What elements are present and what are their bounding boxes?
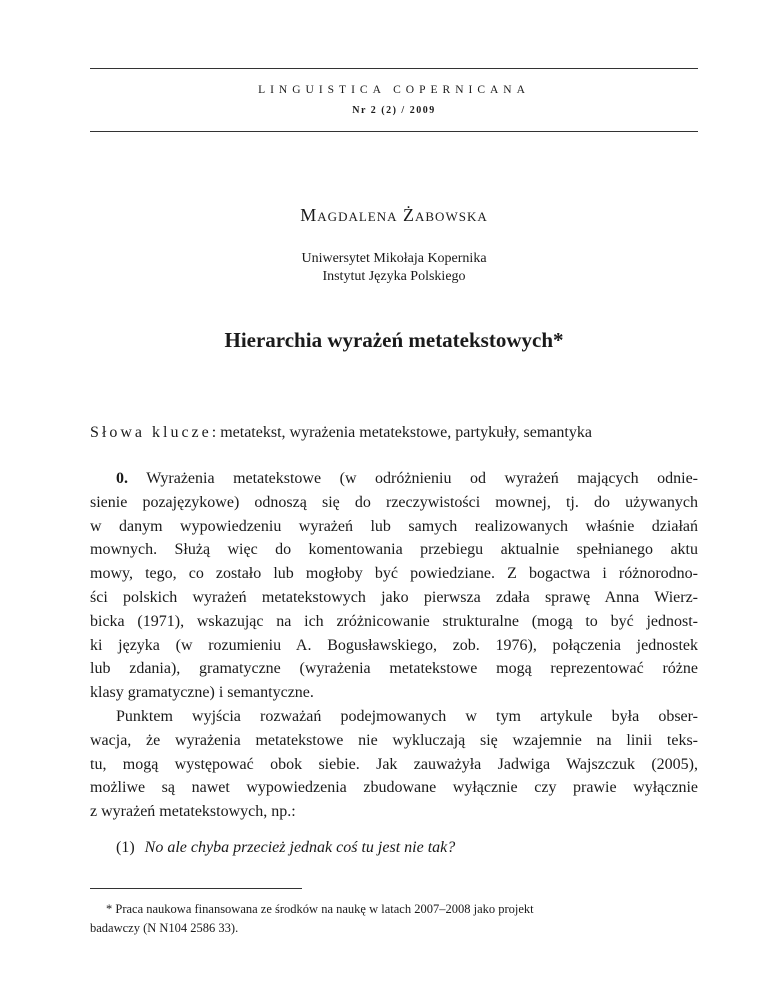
paragraph-line: Punktem wyjścia rozważań podejmowanych w tym artykule była obser- (116, 707, 698, 725)
footnote-line: * Praca naukowa finansowana ze środków na naukę w latach 2007–2008 jako projekt (106, 902, 534, 916)
example-number: (1) (116, 839, 135, 856)
keywords-text: : metatekst, wyrażenia metatekstowe, partykuły, semantyka (211, 424, 592, 441)
paragraph-line: bicka (1971), wskazując na ich zróżnicowanie strukturalne (mogą to być jednost- (90, 612, 698, 630)
paragraph-line: mowy, tego, co zostało lub mogłoby być powiedziane. Z bogactwa i różnorodno- (90, 565, 698, 583)
journal-title: LINGUISTICA COPERNICANA (258, 84, 530, 96)
footnote (90, 900, 698, 938)
paragraph-line: klasy gramatyczne) i semantyczne. (90, 684, 314, 702)
keywords-label: Słowa klucze (90, 424, 212, 441)
header-bottom-rule (90, 131, 698, 132)
paragraph-line: w danym wypowiedzeniu wyrażeń lub samych realizowanych właśnie działań (90, 517, 698, 535)
article-body (90, 467, 698, 824)
keywords (90, 424, 698, 442)
paragraph-line: możliwe są nawet wypowiedzenia zbudowane wyłącznie czy prawie wyłącznie (90, 779, 698, 797)
author-name: Magdalena Żabowska (300, 205, 488, 225)
paragraph-line: wacja, że wyrażenia metatekstowe nie wykluczają się wzajemnie na linii teks- (90, 731, 698, 749)
paragraph-line: z wyrażeń metatekstowych, np.: (90, 803, 296, 821)
affiliation-institute: Instytut Języka Polskiego (322, 269, 466, 284)
journal-issue: Nr 2 (2) / 2009 (352, 105, 436, 116)
paragraph-line: sienie pozajęzykowe) odnoszą się do rzeczywistości mownej, tj. do używanych (90, 493, 698, 511)
header-top-rule (90, 68, 698, 69)
article-title: Hierarchia wyrażeń metatekstowych* (224, 328, 564, 352)
paragraph-line: ści polskich wyrażeń metatekstowych jako pierwsza zdała sprawę Anna Wierz- (90, 588, 698, 606)
footnote-line: badawczy (N N104 2586 33). (90, 921, 239, 935)
affiliation-university: Uniwersytet Mikołaja Kopernika (301, 251, 487, 266)
paragraph-line: ki języka (w rozumieniu A. Bogusławskiego, zob. 1976), połączenia jednostek (90, 636, 698, 654)
paragraph-line: lub zdania), gramatyczne (wyrażenia metatekstowe mogą reprezentować różne (90, 660, 698, 678)
paragraph-line: 0. Wyrażenia metatekstowe (w odróżnieniu od wyrażeń mających odnie- (116, 470, 698, 487)
section-number: 0. (116, 470, 128, 487)
example-text: No ale chyba przecież jednak coś tu jest nie tak? (144, 839, 456, 856)
example-1 (116, 839, 455, 857)
paragraph-line: mownych. Służą więc do komentowania przebiegu aktualnie spełnianego aktu (90, 541, 698, 559)
paragraph-line: tu, mogą występować obok siebie. Jak zauważyła Jadwiga Wajszczuk (2005), (90, 755, 698, 773)
footnote-rule (90, 888, 302, 889)
